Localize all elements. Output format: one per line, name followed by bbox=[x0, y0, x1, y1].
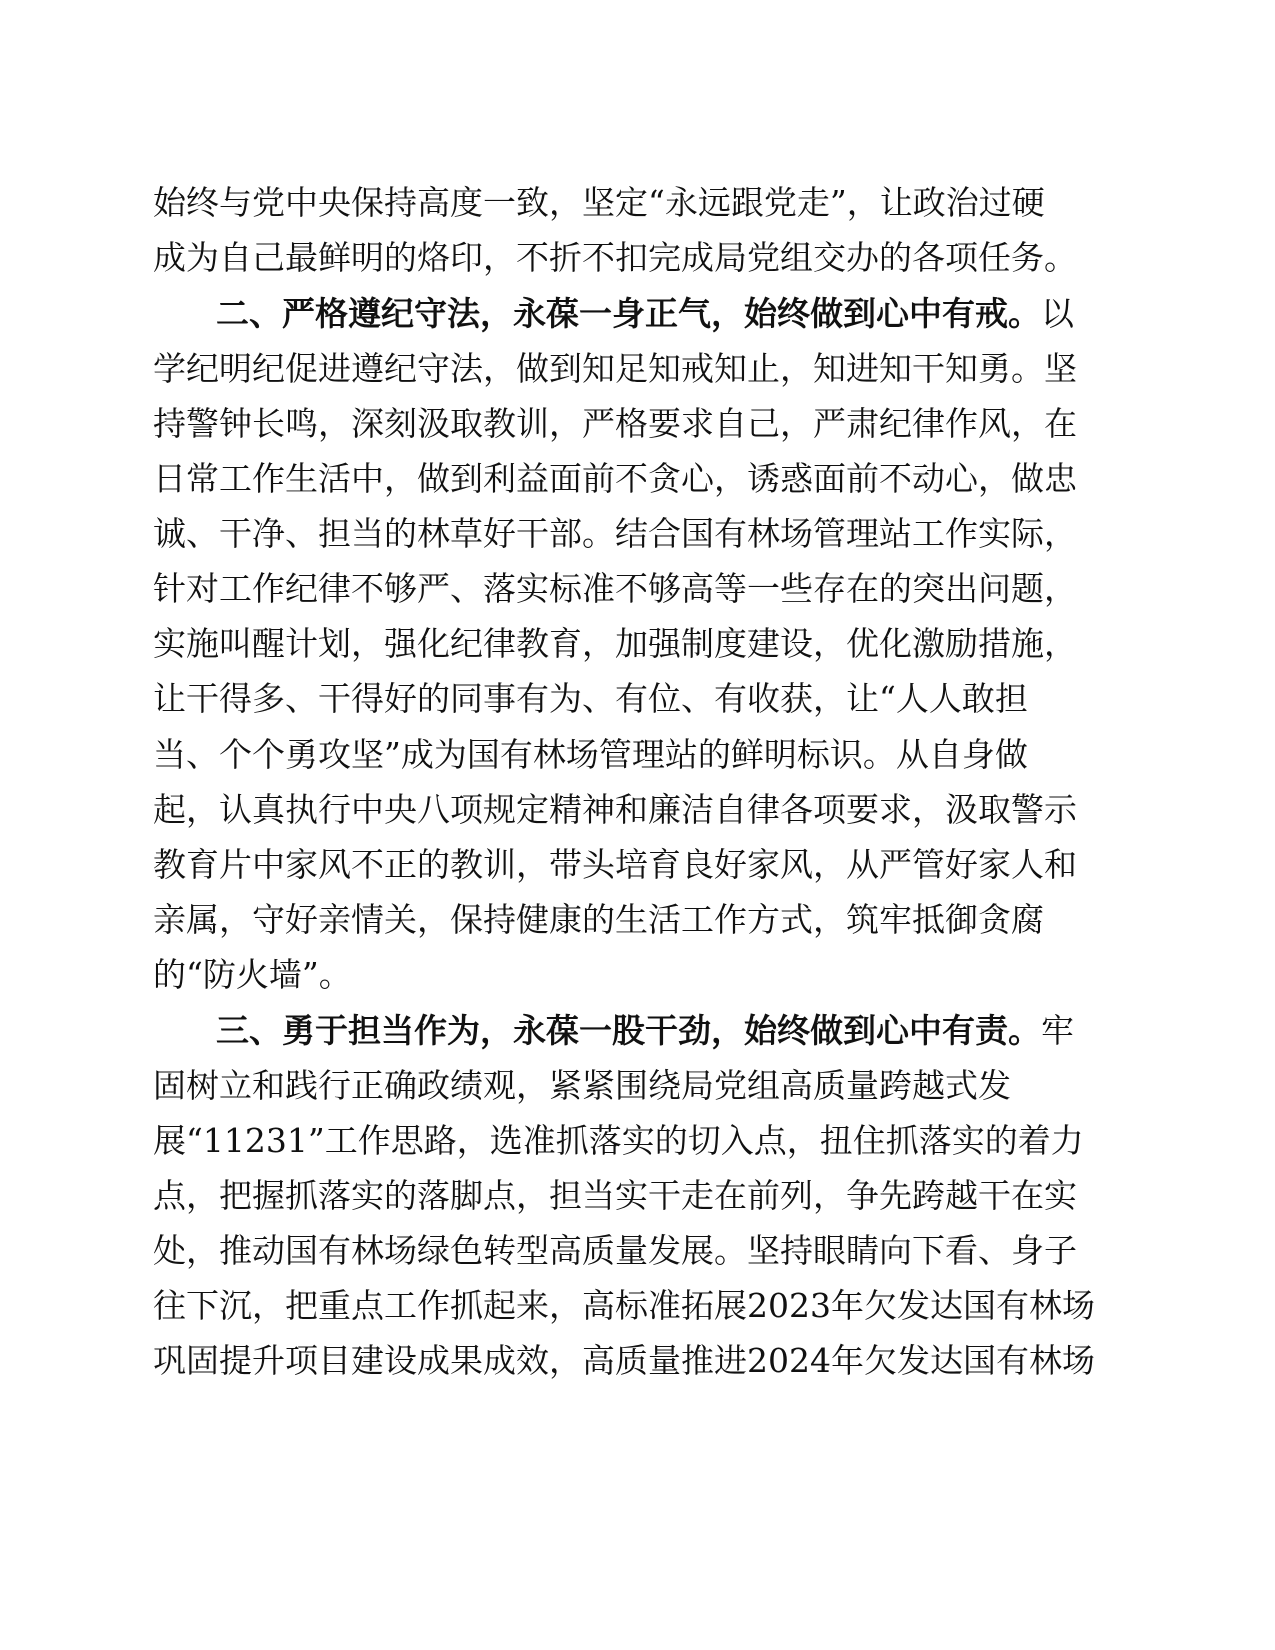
text-line: 点，把握抓落实的落脚点，担当实干走在前列，争先跨越干在实 bbox=[153, 1176, 1077, 1215]
text-line: 始终与党中央保持高度一致，坚定“永远跟党走”，让政治过硬 bbox=[153, 183, 1045, 222]
text-line: 实施叫醒计划，强化纪律教育，加强制度建设，优化激励措施， bbox=[153, 624, 1077, 663]
text-line: 教育片中家风不正的教训，带头培育良好家风，从严管好家人和 bbox=[153, 845, 1077, 884]
text-line: 固树立和践行正确政绩观，紧紧围绕局党组高质量跨越式发 bbox=[153, 1066, 1011, 1105]
text-line: 的“防火墙”。 bbox=[153, 955, 352, 994]
text-line: 展“11231”工作思路，选准抓落实的切入点，扭住抓落实的着力 bbox=[153, 1121, 1084, 1160]
text-line: 诚、干净、担当的林草好干部。结合国有林场管理站工作实际， bbox=[153, 514, 1077, 553]
text-line: 让干得多、干得好的同事有为、有位、有收获，让“人人敢担 bbox=[153, 679, 1028, 718]
text-line: 针对工作纪律不够严、落实标准不够高等一些存在的突出问题， bbox=[153, 569, 1077, 608]
text-line: 亲属，守好亲情关，保持健康的生活工作方式，筑牢抵御贪腐 bbox=[153, 900, 1044, 939]
text-fragment: 牢 bbox=[1041, 1011, 1074, 1050]
text-line: 日常工作生活中，做到利益面前不贪心，诱惑面前不动心，做忠 bbox=[153, 459, 1077, 498]
text-line: 持警钟长鸣，深刻汲取教训，严格要求自己，严肃纪律作风，在 bbox=[153, 404, 1077, 443]
section-heading-line bbox=[216, 294, 1074, 334]
text-line: 当、个个勇攻坚”成为国有林场管理站的鲜明标识。从自身做 bbox=[153, 735, 1028, 774]
text-line: 成为自己最鲜明的烙印，不折不扣完成局党组交办的各项任务。 bbox=[153, 238, 1077, 277]
section-heading-line bbox=[216, 1011, 1074, 1051]
text-fragment: 以 bbox=[1041, 294, 1074, 333]
text-line: 巩固提升项目建设成果成效，高质量推进2024年欠发达国有林场 bbox=[153, 1341, 1095, 1380]
text-line: 往下沉，把重点工作抓起来，高标准拓展2023年欠发达国有林场 bbox=[153, 1286, 1095, 1325]
section-heading: 二、严格遵纪守法，永葆一身正气，始终做到心中有戒。 bbox=[216, 294, 1041, 333]
text-line: 处，推动国有林场绿色转型高质量发展。坚持眼睛向下看、身子 bbox=[153, 1231, 1077, 1270]
section-heading: 三、勇于担当作为，永葆一股干劲，始终做到心中有责。 bbox=[216, 1011, 1041, 1050]
text-line: 学纪明纪促进遵纪守法，做到知足知戒知止，知进知干知勇。坚 bbox=[153, 349, 1077, 388]
text-line: 起，认真执行中央八项规定精神和廉洁自律各项要求，汲取警示 bbox=[153, 790, 1077, 829]
